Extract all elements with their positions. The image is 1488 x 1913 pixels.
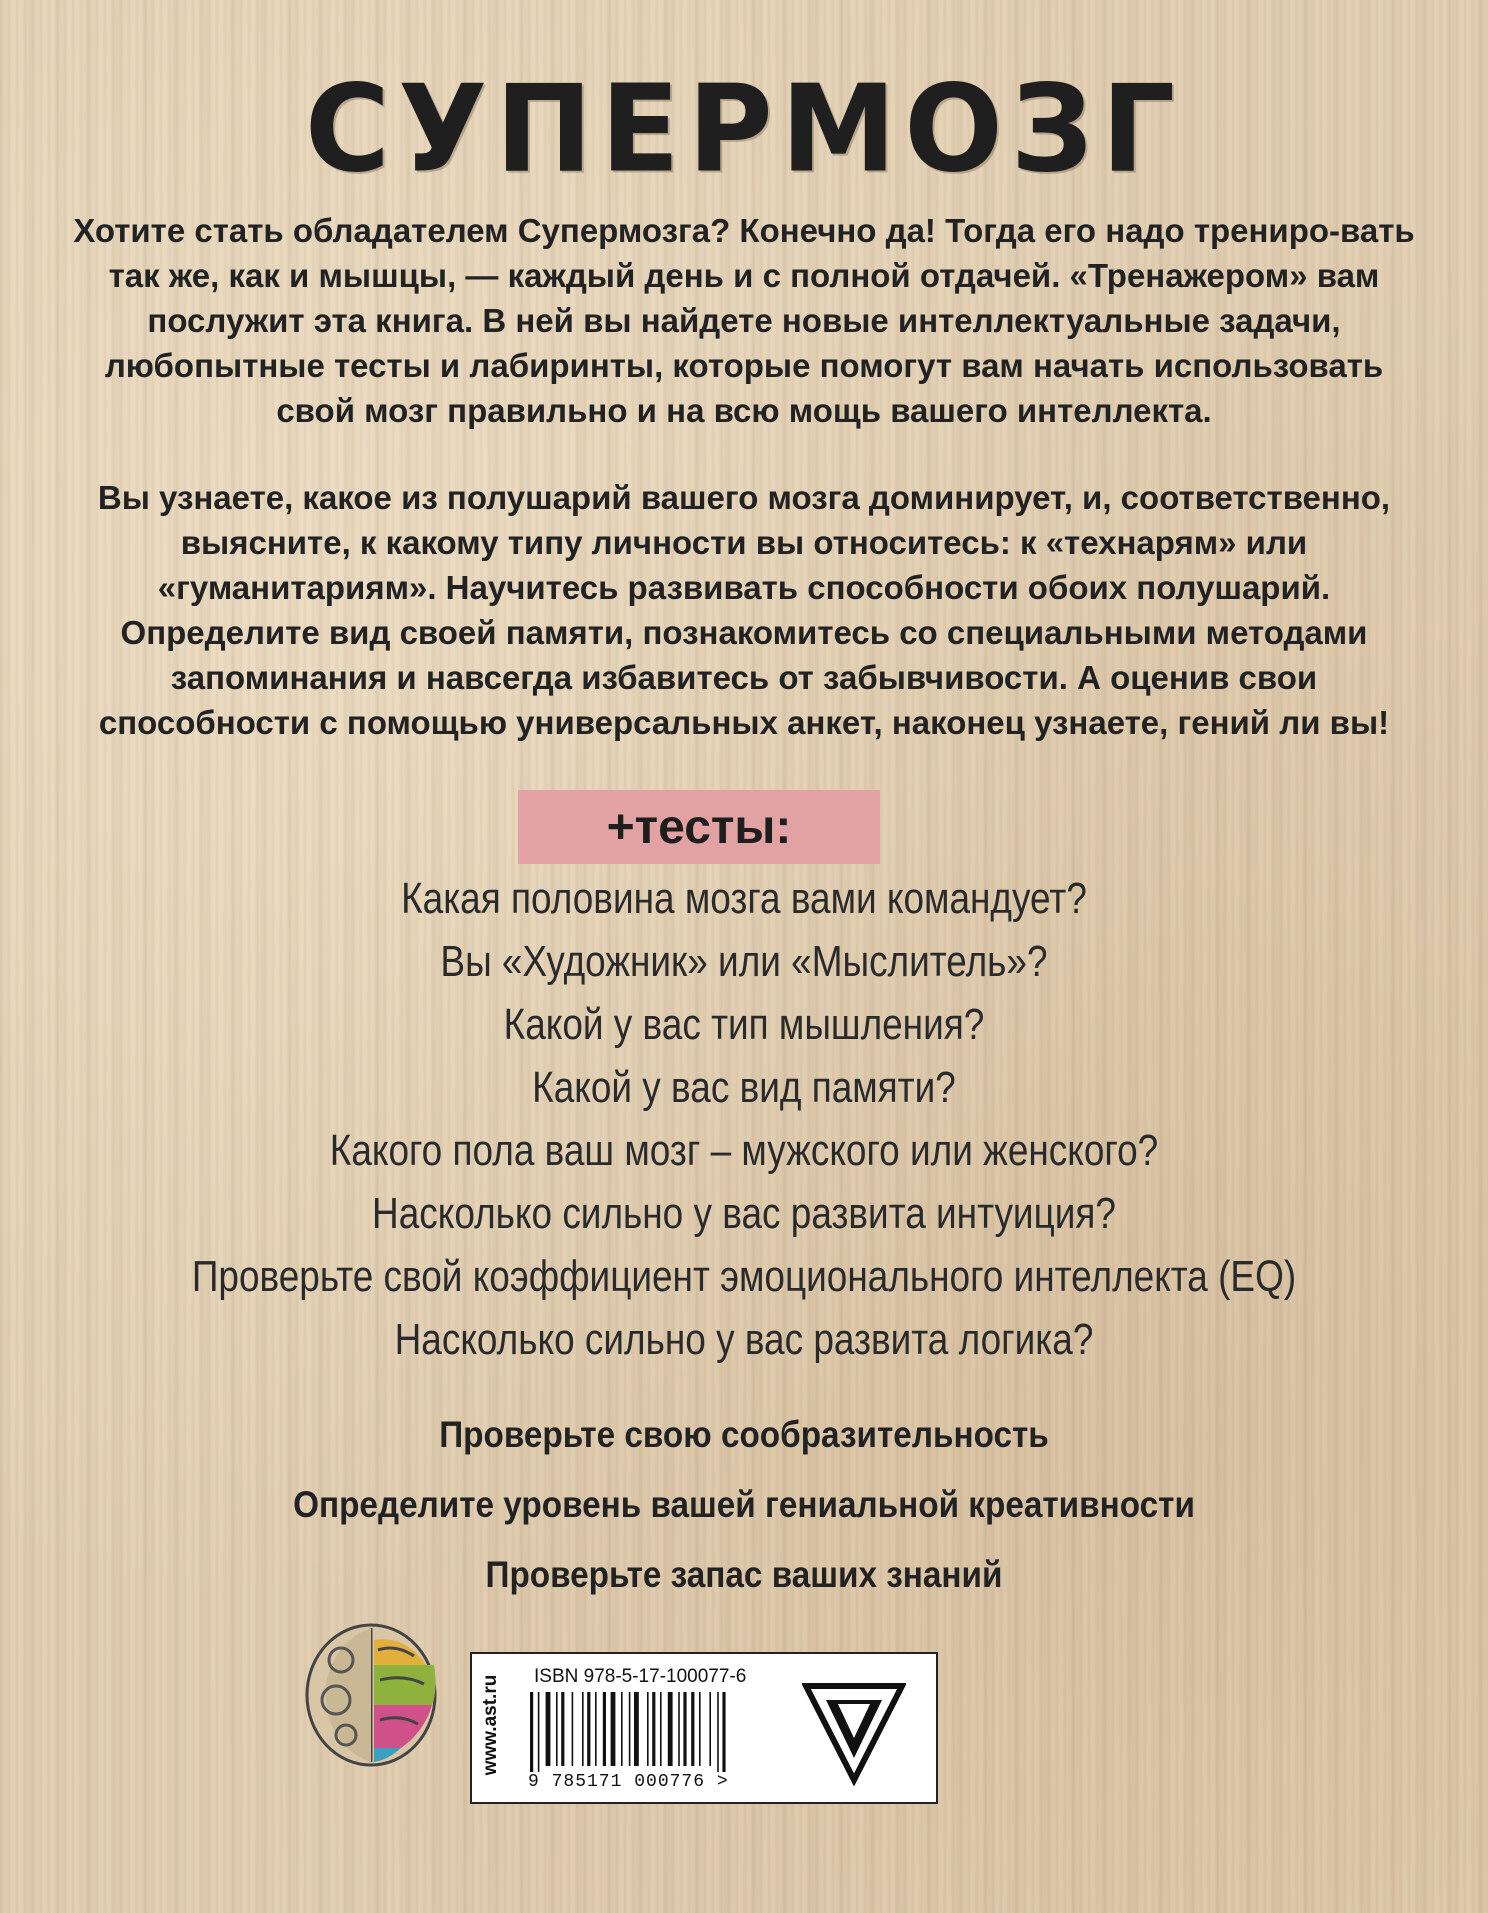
brain-icon xyxy=(296,1620,446,1770)
tests-list xyxy=(0,867,1488,1371)
test-item: Вы «Художник» или «Мыслитель»? xyxy=(440,937,1048,986)
test-item: Какая половина мозга вами командует? xyxy=(401,874,1087,923)
test-item: Насколько сильно у вас развита интуиция? xyxy=(372,1189,1116,1238)
barcode-icon xyxy=(528,1692,768,1772)
barcode-panel xyxy=(470,1652,938,1804)
barcode-digits: 9 785171 000776 > xyxy=(528,1772,729,1792)
test-item: Проверьте свой коэффициент эмоционального интеллекта (EQ) xyxy=(191,1252,1297,1301)
test-item: Какой у вас тип мышления? xyxy=(503,1000,985,1049)
test-item: Насколько сильно у вас развита логика? xyxy=(394,1315,1094,1364)
extras-list xyxy=(0,1400,1488,1610)
extra-item: Определите уровень вашей гениальной креативности xyxy=(293,1484,1195,1525)
description-paragraph: Вы узнаете, какое из полушарий вашего мозга доминирует, и, соответственно, выясните, к какому типу личности вы относитесь: к «технарям» или «гуманитариям». Научитесь развивать способности обоих полушарий. Определите вид своей памяти, познакомитесь со специальными методами запоминания и навсегда избавитесь от забывчивости. А оценив свои способности с помощью универсальных анкет, наконец узнаете, гений ли вы! xyxy=(97,479,1391,741)
intro-paragraph: Хотите стать обладателем Супермозга? Конечно да! Тогда его надо трениро-вать так же, как и мышцы, — каждый день и с полной отдачей. «Тренажером» вам послужит эта книга. В ней вы найдете новые интеллектуальные задачи, любопытные тесты и лабиринты, которые помогут вам начать использовать свой мозг правильно и на всю мощь вашего интеллекта. xyxy=(73,212,1415,429)
test-item: Какой у вас вид памяти? xyxy=(532,1063,956,1112)
publisher-url: www.ast.ru xyxy=(480,1674,501,1776)
extra-item: Проверьте запас ваших знаний xyxy=(485,1554,1003,1595)
book-title: СУПЕРМОЗГ xyxy=(304,59,1184,200)
extra-item: Проверьте свою сообразительность xyxy=(439,1414,1049,1455)
isbn-number: ISBN 978-5-17-100077-6 xyxy=(534,1666,747,1687)
tests-badge: +тесты: xyxy=(518,790,880,864)
publisher-logo-icon xyxy=(802,1680,906,1786)
test-item: Какого пола ваш мозг – мужского или женского? xyxy=(329,1126,1159,1175)
